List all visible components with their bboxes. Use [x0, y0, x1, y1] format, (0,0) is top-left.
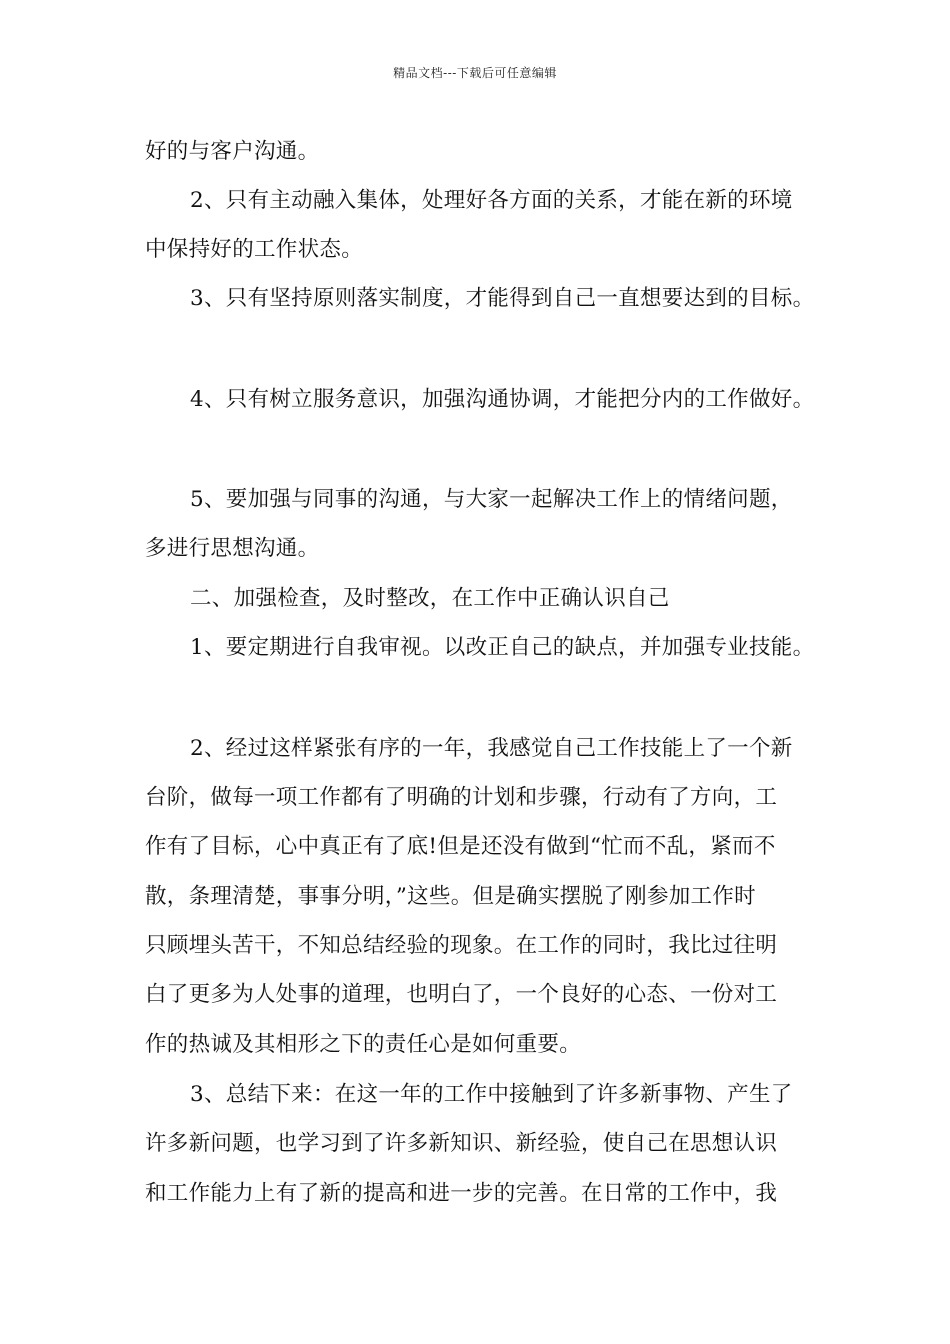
text-line: 3、总结下来：在这一年的工作中接触到了许多新事物、产生了: [190, 1082, 793, 1107]
text-line: 散，条理清楚，事事分明，”这些。但是确实摆脱了刚参加工作时: [145, 884, 756, 909]
text-line: 多进行思想沟通。: [145, 536, 320, 561]
text-line: 台阶，做每一项工作都有了明确的计划和步骤，行动有了方向，工: [145, 785, 778, 810]
text-line: 3、只有坚持原则落实制度，才能得到自己一直想要达到的目标。: [190, 286, 815, 311]
text-line: 5、要加强与同事的沟通，与大家一起解决工作上的情绪问题，: [190, 487, 793, 512]
text-line: 作有了目标，心中真正有了底!但是还没有做到“忙而不乱，紧而不: [145, 834, 776, 859]
text-line: 二、加强检查，及时整改，在工作中正确认识自己: [190, 586, 670, 611]
text-line: 4、只有树立服务意识，加强沟通协调，才能把分内的工作做好。: [190, 387, 815, 412]
page-header: 精品文档---下载后可任意编辑: [393, 66, 557, 80]
text-line: 好的与客户沟通。: [145, 139, 320, 164]
text-line: 只顾埋头苦干，不知总结经验的现象。在工作的同时，我比过往明: [145, 933, 778, 958]
text-line: 1、要定期进行自我审视。以改正自己的缺点，并加强专业技能。: [190, 635, 815, 660]
text-line: 2、只有主动融入集体，处理好各方面的关系，才能在新的环境: [190, 188, 793, 213]
text-line: 许多新问题，也学习到了许多新知识、新经验，使自己在思想认识: [145, 1131, 778, 1156]
text-line: 白了更多为人处事的道理，也明白了，一个良好的心态、一份对工: [145, 982, 778, 1007]
text-line: 中保持好的工作状态。: [145, 237, 364, 262]
text-line: 作的热诚及其相形之下的责任心是如何重要。: [145, 1032, 582, 1057]
text-line: 和工作能力上有了新的提高和进一步的完善。在日常的工作中，我: [145, 1181, 778, 1206]
text-line: 2、经过这样紧张有序的一年，我感觉自己工作技能上了一个新: [190, 736, 793, 761]
